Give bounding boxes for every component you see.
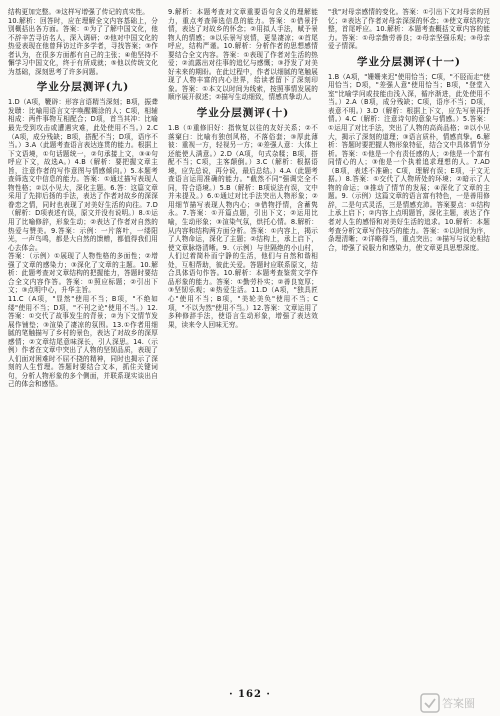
watermark-logo-icon [420, 692, 494, 714]
section-title-10: 学业分层测评(十) [196, 107, 290, 120]
paragraph: 1.D（A项，鞭辟：形容言语精当深刻；B项，振聋发聩：比喻用语言文字唤醒糊涂的人；C项，相辅相成：两件事物互相配合；D项，首当其冲：比喻最先受到攻击或遭遇灾难，此处使用不当。）2.C（A项，成分残缺；B项，搭配不当；D项，语序不当。）3.A（此题考查语言表达连贯的能力。根据上下文语境，①句话题统一，②句承接上文，③④句呼应下文，故选A。）4.B（解析：要把握文章主旨，注意作者的写作意图与情感倾向。）5.本题考查筛选文中信息的能力。答案：①通过描写表现人物性格；②以小见大，深化主题。6.答：这篇文章采用了先抑后扬的手法，表达了作者对故乡的深深眷恋之情，同时也表现了对美好生活的向往。7.D（解析：D项表述有误，原文并没有说明。）8.①运用了比喻修辞，形象生动；②表达了作者对自然的热爱与赞美。9.答案：示例：一片落叶，一缕阳光，一声鸟鸣，都是大自然的馈赠，都值得我们用心去体会。 [8, 98, 158, 252]
column-middle [168, 8, 318, 698]
column-right [328, 8, 490, 698]
paragraph: 结构更加完整。③这样写增强了传记的真实性。 [8, 8, 149, 16]
page-number: · 162 · [229, 689, 271, 700]
paragraph: "我"对母亲感情的变化。答案：①引出下文对母亲的回忆；②表达了作者对母亲深深的怀念；③使文章结构完整，首尾呼应。10.解析：本题考查概括文章内容的能力。答案：①母亲勤劳善良；②母亲坚强乐观；③母亲爱子情深。 [328, 8, 490, 51]
watermark-text: 答案圈 [442, 697, 475, 710]
paragraph: 答案：（示例）①展现了人物性格的多面性；②增强了文章的感染力；③深化了文章的主题。10.解析：此题考查对文章结构的把握能力，答题时要结合全文内容作答。答案：①照应标题；②引出下文；③点明中心，升华主旨。 [8, 252, 158, 295]
section-title-9: 学业分层测评(九) [36, 81, 130, 94]
paragraph: 11.C（A项，"显然"使用不当；B项，"不绝如缕"使用不当；D项，"不刊之论"使用不当。）12.答案：①交代了故事发生的背景；②为下文情节发展作铺垫；③渲染了凄凉的氛围。13.①作者用细腻的笔触描写了乡村的景色，表达了对故乡的深厚感情；②文章结尾意味深长，引人深思。14.（示例）作者在文章中突出了人物的坚韧品质，表现了人们面对困难时不屈不挠的精神，同时也揭示了深刻的人生哲理。答题时要结合文本，抓住关键词句，分析人物形象的多个侧面，并联系现实谈出自己的体会和感悟。 [8, 294, 158, 389]
paragraph: 1.B（①重修旧好：指恢复以往的友好关系；②不落窠臼：比喻有独创风格，不落俗套；③厚此薄彼：重视一方，轻视另一方；④差强人意：大体上还能使人满意。）2.D（A项，句式杂糅；B项，搭配不当；C项，主客颠倒。）3.C（解析：根据语境，应先总说，再分说，最后总结。）4.A（此题考查语言运用准确的能力。"截然不同"强调完全不同，符合语境。）5.B（解析：B项说法有误，文中并未提及。）6.①通过对比手法突出人物形象；②用细节描写表现人物内心；③借物抒情，含蓄隽永。7.答案：①开篇点题，引出下文；②运用比喻，生动形象；③渲染气氛，烘托心情。8.解析：从内容和结构两方面分析。答案：①内容上，揭示了人物命运，深化了主题；②结构上，承上启下，使文章脉络清晰。9.（示例）与世隔绝的小山村，人们过着简朴而宁静的生活，他们与自然和谐相处，互相帮助，彼此关爱。答题时应联系原文，结合具体语句作答。10.解析：本题考查鉴赏文学作品形象的能力。答案：①勤劳朴实；②善良宽厚；③坚韧乐观；④热爱生活。11.D（A项，"独具匠心"使用不当；B项，"美轮美奂"使用不当；C项，"不以为然"使用不当。）12.答案：文章运用了多种修辞手法，使语言生动形象，增强了表达效果，读来令人回味无穷。 [168, 124, 318, 329]
paragraph: 9.解析：本题考查对文章重要语句含义的理解能力，重点考查筛选信息的能力。答案：①借景抒情，表达了对故乡的怀念；②用拟人手法，赋予景物人的情感；③以乐景写哀情，更显凄凉；④首尾呼应，结构严谨。10.解析：分析作者的思想感情要结合全文内容。答案：①表现了作者对生活的热爱；②流露出对往事的追忆与感慨；③抒发了对美好未来的期盼。在此过程中，作者以细腻的笔触展现了人物丰富的内心世界，给读者留下了深刻印象。答案：①本文以时间为线索，按照事情发展的顺序展开叙述；②描写生动细致，情感真挚动人。 [168, 8, 318, 102]
paragraph: 1.B（A项，"姗姗来迟"使用恰当；C项，"不胫而走"使用恰当；D项，"差强人意"使用恰当；B项，"登堂入室"比喻学问或技能由浅入深，循序渐进，此处使用不当。）2.A（B项，成分残缺；C项，语序不当；D项，表意不明。）3.D（解析：根据上下文，应先写景再抒情。）4.C（解析：注意诗句的意象与情感。）5.答案：①运用了对比手法，突出了人物的高尚品格；②以小见大，揭示了深刻的道理；③语言质朴，情感真挚。6.解析：答题时要把握人物形象特征，结合文中具体情节分析。答案：①他是一个有责任感的人；②他是一个富有同情心的人；③他是一个执着追求理想的人。7.AD（B项，表述不准确；C项，理解有误；E项，于文无据。）8.答案：①交代了人物所处的环境；②暗示了人物的命运；③推动了情节的发展；④深化了文章的主题。9.（示例）这篇文章的语言富有特色，一是善用修辞，二是句式灵活，三是情感充沛。答案要点：①结构上承上启下；②内容上点明题旨，深化主题，表达了作者对人生的感悟和对美好生活的追求。10.解析：本题考查分析文章写作技巧的能力。答案：①以时间为序，条理清晰；②详略得当，重点突出；③描写与议论相结合，增强了说服力和感染力，使文章更具思想深度。 [328, 72, 490, 252]
paragraph: 10.解析：回答时，应在理解全文内容基础上，分别概括出各方面。答案：①为了了解中国文化，他不辞辛苦寻访名人，深入调研；②他对中国文化的热爱表现在他曾拜访过许多学者，寻找答案；③作者认为，在很多方面都有自己的主张；④他坚持不懈学习中国文化，终于有所成就；⑤他以传统文化为基础，深刻思考了许多问题。 [8, 16, 158, 76]
section-title-11: 学业分层测评(十一) [357, 55, 461, 68]
column-left [8, 8, 158, 698]
